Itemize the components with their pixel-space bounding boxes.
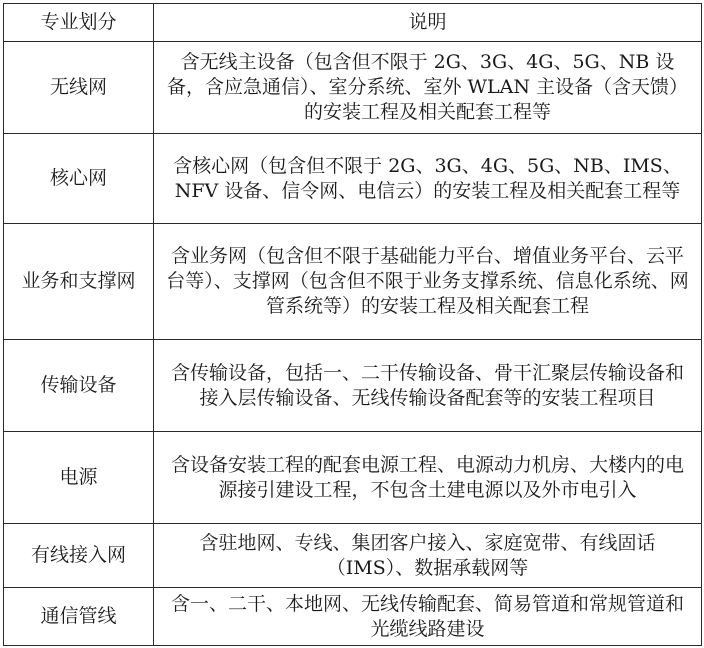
specialty-table [3,3,702,646]
table-row [4,340,702,432]
header-description: 说明 [154,4,702,42]
table-row [4,42,702,134]
table-row [4,588,702,646]
row-category: 传输设备 [4,340,154,432]
row-category: 电源 [4,432,154,524]
table-row [4,432,702,524]
row-category: 有线接入网 [4,524,154,588]
row-category: 无线网 [4,42,154,134]
row-description: 含一、二干、本地网、无线传输配套、简易管道和常规管道和光缆线路建设 [154,588,702,646]
table-row [4,224,702,340]
row-description: 含业务网（包含但不限于基础能力平台、增值业务平台、云平台等）、支撑网（包含但不限于业务支撑系统、信息化系统、网管系统等）的安装工程及相关配套工程 [154,224,702,340]
row-category: 业务和支撑网 [4,224,154,340]
row-category: 核心网 [4,134,154,224]
header-row [4,4,702,42]
row-category: 通信管线 [4,588,154,646]
header-category: 专业划分 [4,4,154,42]
table-row [4,134,702,224]
row-description: 含设备安装工程的配套电源工程、电源动力机房、大楼内的电源接引建设工程，不包含土建电源以及外市电引入 [154,432,702,524]
table-row [4,524,702,588]
row-description: 含驻地网、专线、集团客户接入、家庭宽带、有线固话（IMS）、数据承载网等 [154,524,702,588]
row-description: 含核心网（包含但不限于 2G、3G、4G、5G、NB、IMS、NFV 设备、信令网、电信云）的安装工程及相关配套工程等 [154,134,702,224]
row-description: 含传输设备，包括一、二干传输设备、骨干汇聚层传输设备和接入层传输设备、无线传输设备配套等的安装工程项目 [154,340,702,432]
row-description: 含无线主设备（包含但不限于 2G、3G、4G、5G、NB 设备，含应急通信）、室分系统、室外 WLAN 主设备（含天馈）的安装工程及相关配套工程等 [154,42,702,134]
